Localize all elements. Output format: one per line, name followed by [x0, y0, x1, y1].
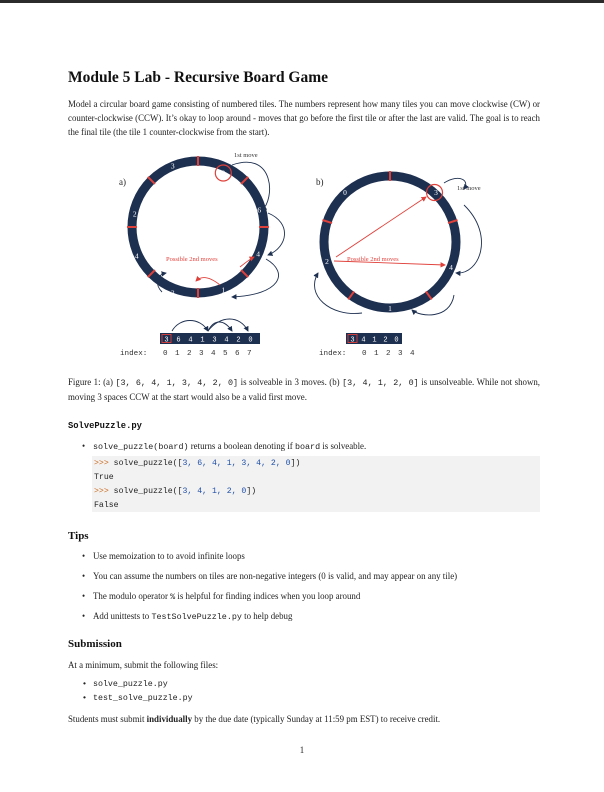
solve-fn: solve_puzzle(board) [93, 442, 189, 452]
tip-4: • Add unittests to TestSolvePuzzle.py to help debug [82, 611, 293, 622]
panel-a-index-4: 4 [211, 350, 216, 358]
panel-b-possible-moves: Possible 2nd moves [347, 256, 399, 263]
panel-b-cell-1: 4 [361, 336, 366, 345]
closing-post: by the due date (typically Sunday at 11:59 pm EST) to receive credit. [192, 714, 441, 724]
code-call-2-end: ]) [246, 487, 257, 496]
tip-1: • Use memoization to to avoid infinite loops [82, 551, 245, 561]
panel-a-index-3: 3 [199, 350, 204, 358]
tip-4-code: TestSolvePuzzle.py [151, 612, 242, 622]
tip-3-pre: The modulo operator [93, 591, 171, 601]
panel-a-cell-0: 3 [164, 336, 169, 345]
panel-b-tile-0: 3 [434, 188, 438, 197]
closing-bold: individually [146, 714, 193, 724]
panel-a-tile-3: 1 [221, 285, 226, 295]
caption-suffix: is unsolveable. While not shown, moving 3 spaces CCW at the start would also be a valid first move. [68, 377, 541, 402]
bullet-dot: • [82, 441, 86, 451]
panel-b-index-label: index: [319, 350, 347, 358]
file-item-2: • test_solve_puzzle.py [82, 694, 193, 703]
code-prompt-1: >>> [94, 459, 109, 468]
panel-a-index-7: 7 [247, 350, 252, 358]
panel-b-tile-1: 4 [449, 263, 453, 272]
submission-intro: At a minimum, submit the following files: [68, 660, 219, 670]
panel-a-tile-5: 4 [134, 251, 139, 261]
code-line-1 [94, 457, 540, 471]
panel-a-tile-7: 0 [221, 168, 226, 178]
caption-list-b: [3, 4, 1, 2, 0] [342, 378, 419, 388]
tip-1-text: Use memoization to to avoid infinite loops [93, 551, 245, 561]
tips-heading: Tips [68, 530, 89, 542]
top-rule [0, 0, 604, 3]
panel-b-array [346, 333, 402, 345]
tip-3-code: % [170, 592, 176, 602]
tip-3: • The modulo operator % is helpful for finding indices when you loop around [82, 591, 361, 602]
panel-a-tile-1: 6 [257, 205, 262, 215]
panel-b-index-4: 4 [410, 350, 415, 358]
caption-list-a: [3, 6, 4, 1, 3, 4, 2, 0] [115, 378, 239, 388]
panel-b-tile-4: 0 [343, 188, 347, 197]
code-output-2: False [94, 501, 119, 510]
panel-b-tile-2: 1 [388, 304, 392, 313]
submission-heading: Submission [68, 638, 122, 650]
panel-a-cell-6: 2 [236, 336, 241, 345]
panel-b-cell-4: 0 [394, 336, 399, 345]
tip-4-pre: Add unittests to [93, 611, 152, 621]
solve-bullet [82, 441, 366, 452]
tip-3-post: is helpful for finding indices when you loop around [175, 591, 361, 601]
panel-a-index-label: index: [120, 350, 148, 358]
caption-mid: is solveable in 3 moves. (b) [238, 377, 343, 387]
panel-a-index-1: 1 [175, 350, 180, 358]
panel-a-cell-4: 3 [212, 336, 217, 345]
panel-b-label: b) [316, 177, 324, 187]
page-number: 1 [299, 745, 305, 755]
panel-a-cell-7: 0 [248, 336, 253, 345]
tip-2-text: You can assume the numbers on tiles are non-negative integers (0 is valid, and may appear on any tile) [93, 571, 458, 581]
panel-a-cell-5: 4 [224, 336, 229, 345]
board-figure [100, 145, 520, 365]
page-title: Module 5 Lab - Recursive Board Game [68, 69, 329, 86]
panel-b-cell-0: 3 [350, 336, 355, 345]
code-call-1-fn: solve_puzzle([ [113, 459, 183, 468]
panel-a-index-6: 6 [235, 350, 240, 358]
panel-a-array [160, 333, 260, 345]
panel-a-index-0: 0 [163, 350, 168, 358]
figure-caption [68, 376, 540, 404]
file-item-1: • solve_puzzle.py [82, 680, 168, 689]
panel-b-cell-3: 2 [383, 336, 388, 345]
solve-text-2: is solveable. [320, 441, 367, 451]
panel-b-index-2: 2 [386, 350, 391, 358]
file-2-name: test_solve_puzzle.py [93, 694, 193, 703]
code-call-2-fn: solve_puzzle([ [113, 487, 183, 496]
panel-a-index-2: 2 [187, 350, 192, 358]
closing-line [68, 714, 440, 724]
panel-a-cell-3: 1 [200, 336, 205, 345]
panel-a-cell-1: 6 [176, 336, 181, 345]
panel-a-possible-moves: Possible 2nd moves [166, 256, 218, 263]
file-1-name: solve_puzzle.py [93, 680, 168, 689]
panel-a-index-5: 5 [223, 350, 228, 358]
panel-b-cell-2: 1 [372, 336, 377, 345]
closing-pre: Students must submit [68, 714, 147, 724]
panel-a-separators [127, 156, 269, 298]
code-call-1-nums: 3, 6, 4, 1, 3, 4, 2, 0 [182, 459, 291, 468]
panel-b-tile-3: 2 [325, 257, 329, 266]
tip-4-post: to help debug [241, 611, 293, 621]
panel-a-first-move: 1st move [234, 152, 258, 159]
panel-a-tile-0: 3 [170, 161, 175, 171]
panel-a-cell-2: 4 [188, 336, 193, 345]
code-call-1-end: ]) [290, 459, 301, 468]
code-example [92, 456, 540, 512]
solve-arg: board [294, 442, 321, 452]
panel-a-tile-6: 2 [132, 209, 137, 219]
code-call-2-nums: 3, 4, 1, 2, 0 [182, 487, 247, 496]
code-prompt-2: >>> [94, 487, 109, 496]
solve-file-heading: SolvePuzzle.py [68, 421, 142, 431]
panel-a-tile-4: 3 [170, 288, 175, 298]
intro-paragraph: Model a circular board game consisting of numbered tiles. The numbers represent how many tiles you can move clockwise (CW) or counter-clockwise (CCW). It’s okay to loop around - moves that go before the first tile or after the last are valid. The goal is to reach the final tile (the tile 1 counter-clockwise from the start). [68, 99, 540, 137]
code-line-2 [94, 485, 540, 499]
panel-a-tile-2: 4 [256, 249, 260, 259]
panel-b-first-move: 1st move [457, 185, 481, 192]
panel-a-label: a) [119, 177, 126, 187]
panel-b-index-0: 0 [362, 350, 367, 358]
caption-prefix: Figure 1: (a) [68, 377, 116, 387]
panel-b-index-3: 3 [398, 350, 403, 358]
panel-b-index-1: 1 [374, 350, 379, 358]
code-output-1: True [94, 473, 114, 482]
solve-text-1: returns a boolean denoting if [188, 441, 295, 451]
tip-2: • You can assume the numbers on tiles are non-negative integers (0 is valid, and may appear on any tile) [82, 571, 458, 581]
